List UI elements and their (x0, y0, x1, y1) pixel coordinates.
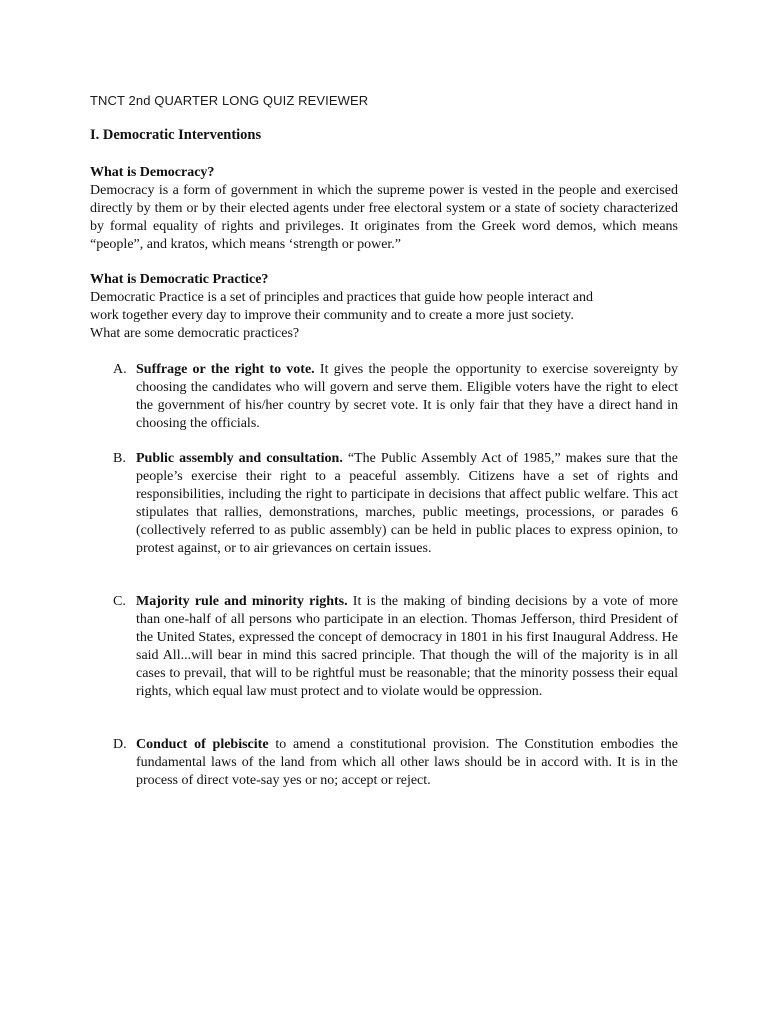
list-item-a (113, 361, 678, 433)
list-item-body (136, 361, 678, 433)
democracy-section (90, 164, 678, 254)
practice-question: What are some democratic practices? (90, 326, 300, 341)
section-heading: I. Democratic Interventions (90, 127, 262, 143)
practice-heading: What is Democratic Practice? (90, 272, 269, 287)
list-letter: C. (113, 594, 126, 609)
list-item-body (136, 736, 678, 790)
list-item-body (136, 450, 678, 558)
list-item-lead: Public assembly and consultation. (136, 451, 343, 466)
list-item-c (113, 593, 678, 701)
list-item-text: It gives the people the opportunity to exercise sovereignty by choosing the candidates who will govern and serve them. Eligible voters have the right to elect the government of his/her country by secret vote. It is only fair that they have a direct hand in choosing the officials. (136, 362, 678, 431)
list-item-body (136, 593, 678, 701)
document-title: TNCT 2nd QUARTER LONG QUIZ REVIEWER (90, 93, 369, 108)
list-letter: B. (113, 451, 126, 466)
democracy-heading: What is Democracy? (90, 165, 215, 180)
list-item-b (113, 450, 678, 558)
list-item-lead: Majority rule and minority rights. (136, 594, 348, 609)
list-item-text: “The Public Assembly Act of 1985,” makes sure that the people’s exercise their right to a peaceful assembly. Citizens have a set of rights and responsibilities, including the right to participate in decisions that affect public welfare. This act stipulates that rallies, demonstrations, marches, public meetings, processions, or parades 6 (collectively referred to as public assembly) can be held in public places to express opinion, to protest against, or to air grievances on certain issues. (136, 451, 678, 556)
practice-section (90, 271, 678, 343)
list-item-d (113, 736, 678, 790)
list-item-text: It is the making of binding decisions by a vote of more than one-half of all persons who participate in an election. Thomas Jefferson, third President of the United States, expressed the concept of democracy in 1801 in his first Inaugural Address. He said All...will bear in mind this sacred principle. That though the will of the majority is in all cases to prevail, that will to be rightful must be reasonable; that the minority possess their equal rights, which equal law must protect and to violate would be oppression. (136, 594, 678, 699)
democracy-paragraph: Democracy is a form of government in which the supreme power is vested in the people and exercised directly by them or by their elected agents under free electoral system or a state of society characterized by formal equality of rights and privileges. It originates from the Greek word demos, which means “people”, and kratos, which means ‘strength or power.” (90, 183, 678, 252)
list-letter: A. (113, 362, 127, 377)
practice-line-2: work together every day to improve their community and to create a more just society. (90, 308, 574, 323)
list-item-lead: Conduct of plebiscite (136, 737, 269, 752)
practice-line-1: Democratic Practice is a set of principles and practices that guide how people interact and (90, 290, 594, 305)
list-item-text: to amend a constitutional provision. The Constitution embodies the fundamental laws of the land from which all other laws should be in accord with. It is in the process of direct vote-say yes or no; accept or reject. (136, 737, 679, 788)
list-letter: D. (113, 737, 127, 752)
list-item-lead: Suffrage or the right to vote. (136, 362, 315, 377)
